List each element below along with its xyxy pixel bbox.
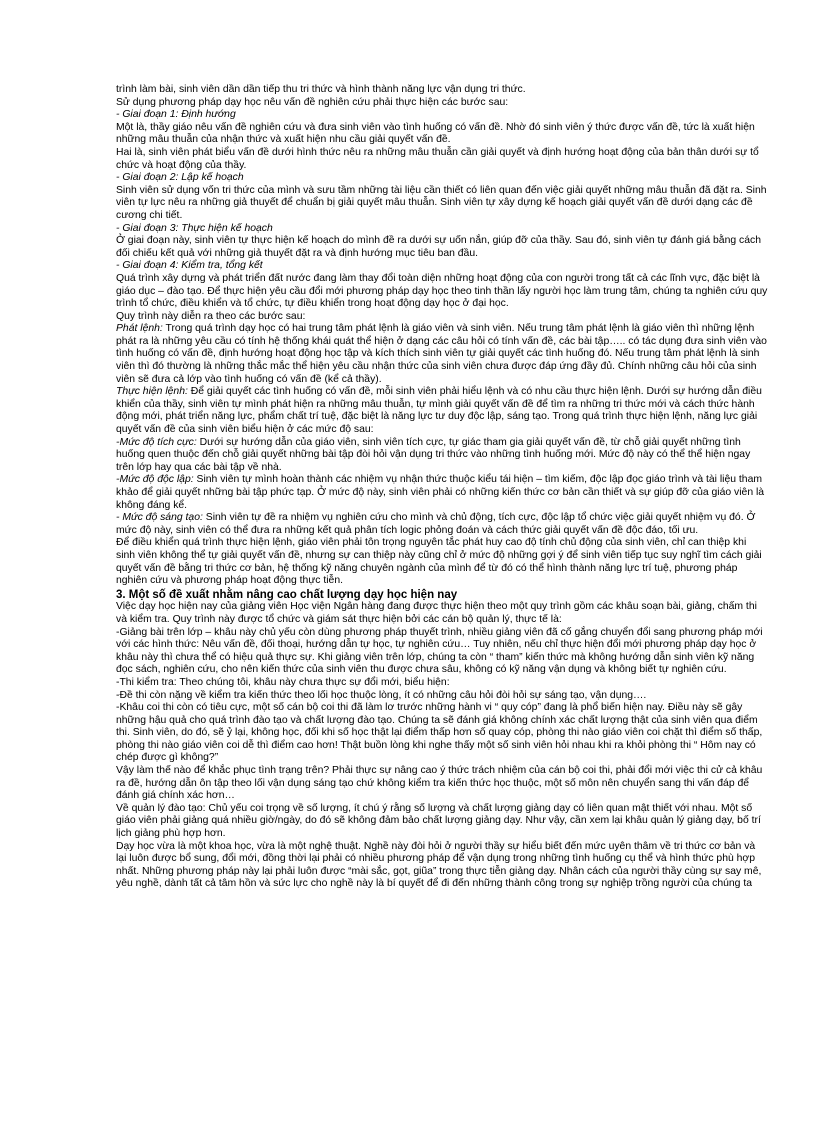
paragraph (116, 841, 768, 891)
paragraph-text: -Khâu coi thi còn có tiêu cực, một số cán bộ coi thi đã làm lơ trước những hành vi “ quy cóp” đang là phổ biến hiện nay. Điều này sẽ gây những hậu quả cho quá trình đào tạo và chất lượng đào tạo. Chúng ta sẽ đánh giá không chính xác chất lượng thật của sinh viên qua điểm thi. Sinh viên, do đó, sẽ ỷ lại, không học, đối khi số học thật lại điểm thấp hơn số quay cóp, phòng thi nào giáo viên coi chặt thì điểm số thấp, phòng thi nào giáo viên coi dễ thì điểm cao hơn! Thật buồn lòng khi nghe thấy một số sinh viên hỏi nhau khi ra khỏi phòng thi “ Hôm nay có chép được gì không?” (116, 702, 763, 764)
paragraph (116, 172, 768, 185)
paragraph (116, 627, 768, 677)
paragraph-text: Một là, thầy giáo nêu vấn đề nghiên cứu và đưa sinh viên vào tình huống có vấn đề. Nhờ đó sinh viên ý thức được vấn đề, tức là xuất hiện những mâu thuẫn của nhận thức và xuất hiện nhu cầu giải quyết vấn đề. (116, 121, 755, 146)
paragraph-text: Dưới sự hướng dẫn của giáo viên, sinh viên tích cực, tự giác tham gia giải quyết vấn đề, từ chỗ giải quyết những tình huống quen thuộc đến chỗ giải quyết những bài tập đòi hỏi vận dụng tri thức vào những tình huống mới. Mức độ này có thể thể hiện ngay trên lớp hay qua các bài tập về nhà. (116, 436, 751, 473)
paragraph (116, 122, 768, 147)
paragraph-text: Trong quá trình dạy học có hai trung tâm phát lệnh là giáo viên và sinh viên. Nếu trung tâm phát lệnh là giáo viên thì những lệnh phát ra là những yêu cầu có tính hệ thống khái quát thể hiện ở dạng các câu hỏi có tính vấn đề, các bài tập….. có tác dụng đưa sinh viên vào tình huống có vấn đề, định hướng hoạt động học tập và kích thích sinh viên tự giải quyết các tình huống đó. Nếu trung tâm phát lệnh là sinh viên thì đó thường là những thắc mắc thể hiện yêu cầu nhận thức của sinh viên chưa được đáp ứng đầy đủ. Chính những câu hỏi của sinh viên sẽ đưa cả lớp vào tình huống có vấn đề (kể cả thầy). (116, 323, 767, 385)
paragraph (116, 386, 768, 436)
paragraph (116, 803, 768, 841)
paragraph-text: Ở giai đoạn này, sinh viên tự thực hiện kế hoạch do mình đề ra dưới sự uốn nắn, giúp đỡ của thầy. Sau đó, sinh viên tự đánh giá bằng cách đối chiếu kết quả với những giả thuyết đặt ra và định hướng mục tiêu ban đầu. (116, 235, 761, 259)
paragraph-text: Dạy học vừa là một khoa học, vừa là một nghệ thuật. Nghề này đòi hỏi ở người thầy sự hiểu biết đến mức uyên thâm về tri thức cơ bản và lại luôn được bổ sung, đổi mới, đồng thời lại phải có nhiều phương pháp để vận dụng trong những tình huống cụ thể và hình thức phù hợp nhất. Những phương pháp này lại phải luôn được “mài sắc, gọt, giũa” trong thực tiễn giảng dạy. Nhân cách của người thầy cùng sự say mê, yêu nghề, dành tất cả tâm hồn và sức lực cho nghề này là bí quyết để đi đến những thành công trong sự nghiệp trồng người của chúng ta (116, 840, 762, 890)
paragraph-text: Sinh viên tự mình hoàn thành các nhiệm vụ nhận thức thuộc kiểu tái hiện – tìm kiếm, độc lập đọc giáo trình và tài liệu tham khảo để giải quyết những bài tập phức tạp. Ở mức độ này, sinh viên phải có những kiến thức cơ bản cần thiết và sự giúp đỡ của giáo viên là không đáng kể. (116, 474, 765, 511)
italic-lead: - Giai đoạn 4: Kiểm tra, tổng kết (116, 260, 263, 272)
italic-lead: -Mức độ tích cực: (116, 436, 197, 448)
paragraph-text: trình làm bài, sinh viên dần dần tiếp thu tri thức và hình thành năng lực vận dụng tri thức. (116, 84, 526, 95)
paragraph-text: Vậy làm thế nào để khắc phục tình trạng trên? Phải thực sự nâng cao ý thức trách nhiệm của cán bộ coi thi, phải đổi mới việc thi cử cả khâu ra đề, hướng dẫn ôn tập theo lối vận dụng sáng tạo chứ không kiểm tra kiến thức học thuộc, một số môn nên chuyển sang thi vấn đáp để đánh giá chính xác hơn… (116, 765, 763, 802)
paragraph (116, 273, 768, 311)
paragraph-text: Hai là, sinh viên phát biểu vấn đề dưới hình thức nêu ra những mâu thuẫn cần giải quyết và định hướng hoạt động của bản thân dưới sự tổ chức và hoạt động của thầy. (116, 146, 759, 171)
paragraph-text: -Đề thi còn nặng về kiểm tra kiến thức theo lối học thuộc lòng, ít có những câu hỏi đòi hỏi sự sáng tạo, vận dụng…. (116, 689, 647, 701)
paragraph-text: Về quản lý đào tạo: Chủ yếu coi trọng về số lượng, ít chú ý rằng số lượng và chất lượng giảng dạy có liên quan mật thiết với nhau. Một số giáo viên phải giảng quá nhiều giờ/ngày, do đó sẽ không đảm bảo chất lượng giảng dạy. Như vậy, cần xem lại khâu quản lý giảng dạy, bố trí lịch giảng phù hợp hơn. (116, 802, 761, 840)
paragraph (116, 765, 768, 803)
italic-lead: -Mức độ độc lập: (116, 474, 194, 486)
paragraph (116, 147, 768, 172)
paragraph (116, 537, 768, 587)
paragraph-text: Để điều khiển quá trình thực hiện lệnh, giáo viên phải tôn trọng nguyên tắc phát huy cao độ tính chủ động của sinh viên, chỉ can thiệp khi sinh viên không thể tự giải quyết vấn đề, nhưng sự can thiệp này cũng chỉ ở mức độ những gợi ý để sinh viên tiếp tục suy nghĩ tìm cách giải quyết vấn đề bằng tri thức cơ bản, hệ thống kỹ năng chuyên ngành của mình để từ đó có thể hình thành năng lực trí tuệ, phương pháp nghiên cứu và phương pháp hoạt động thực tiễn. (116, 537, 762, 587)
paragraph (116, 474, 768, 512)
paragraph (116, 235, 768, 260)
paragraph-text: Để giải quyết các tình huống có vấn đề, mỗi sinh viên phải hiểu lệnh và có nhu cầu thực hiện lệnh. Dưới sự hướng dẫn điều khiển của thầy, sinh viên tự mình phát hiện ra những mâu thuẫn, tự mình giải quyết vấn đề để tìm ra những tri thức mới và cách thức hành động mới, phát triển năng lực, phẩm chất trí tuệ, đặc biệt là năng lực tư duy độc lập, sáng tạo. Trong quá trình thực hiện lệnh, năng lực giải quyết vấn đề của sinh viên biểu hiện ở các mức độ sau: (116, 386, 762, 436)
italic-lead: - Giai đoạn 3: Thực hiện kế hoạch (116, 222, 273, 234)
italic-lead: - Mức độ sáng tạo: (116, 512, 203, 524)
document-body (116, 84, 768, 891)
paragraph (116, 109, 768, 122)
paragraph (116, 260, 768, 273)
paragraph (116, 437, 768, 475)
paragraph-text: Sinh viên sử dụng vốn tri thức của mình và sưu tầm những tài liệu cần thiết có liên quan đến việc giải quyết những mâu thuẫn đã đặt ra. Sinh viên tự lực nêu ra những giả thuyết để chuẩn bị giải quyết mâu thuẫn. Sinh viên tự xây dựng kế hoạch giải quyết vấn đề dưới dạng các đề cương chi tiết. (116, 184, 767, 221)
paragraph (116, 677, 768, 690)
italic-lead: Phát lệnh: (116, 323, 163, 335)
paragraph (116, 323, 768, 386)
paragraph-text: Quá trình xây dựng và phát triển đất nước đang làm thay đổi toàn diện những hoạt động của con người trong tất cả các lĩnh vực, đặc biệt là giáo dục – đào tạo. Để thực hiện yêu cầu đổi mới phương pháp dạy học theo tinh thần lấy người học làm trung tâm, chúng ta nghiên cứu quy trình tổ chức, điều khiển và tổ chức, tự điều khiển trong hoạt động dạy học ở đại học. (116, 272, 768, 310)
paragraph-text: Quy trình này diễn ra theo các bước sau: (116, 310, 306, 322)
italic-lead: - Giai đoạn 1: Định hướng (116, 109, 236, 121)
italic-lead: - Giai đoạn 2: Lập kế hoạch (116, 172, 244, 184)
paragraph (116, 702, 768, 765)
paragraph (116, 311, 768, 324)
paragraph (116, 601, 768, 626)
paragraph (116, 97, 768, 110)
section-heading (116, 589, 768, 602)
paragraph (116, 185, 768, 223)
paragraph-text: -Thi kiểm tra: Theo chúng tôi, khâu này chưa thực sự đổi mới, biểu hiện: (116, 676, 450, 688)
paragraph-text: Sử dụng phương pháp dạy học nêu vấn đề nghiên cứu phải thực hiện các bước sau: (116, 96, 509, 108)
paragraph (116, 512, 768, 537)
paragraph-text: Việc dạy học hiện nay của giảng viên Học viện Ngân hàng đang được thực hiện theo một quy trình gồm các khâu soạn bài, giảng, chấm thi và kiểm tra. Quy trình này được tổ chức và giám sát thực hiện bởi các cán bộ quản lý, thực tế là: (116, 601, 757, 625)
italic-lead: Thực hiện lệnh: (116, 386, 188, 398)
paragraph-text: Sinh viên tự đề ra nhiệm vụ nghiên cứu cho mình và chủ động, tích cực, độc lập tổ chức việc giải quyết nhiệm vụ đó. Ở mức độ này, sinh viên có thể đưa ra những kết quả phân tích logic phỏng đoán và cách thức giải quyết vấn đề độc đáo, tối ưu. (116, 512, 756, 536)
paragraph-text: -Giảng bài trên lớp – khâu này chủ yếu còn dùng phương pháp thuyết trình, nhiều giảng viên đã cố gắng chuyển đổi sang phương pháp mới với các hình thức: Nêu vấn đề, đối thoại, hướng dẫn tự học, tự nghiên cứu… Tuy nhiên, nếu chỉ thực hiện đổi mới phương pháp dạy học ở khâu này thì chưa thể có hiệu quả thực sự. Khi giảng viên trên lớp, chúng ta còn “ tham” kiến thức mà không hướng dẫn sinh viên kỹ năng đọc sách, nghiên cứu, cho nên kiến thức của sinh viên thu được chưa sâu, không có kỹ năng vận dụng và không biết tự nghiên cứu. (116, 626, 763, 676)
paragraph (116, 84, 768, 97)
paragraph-text: 3. Một số đề xuất nhằm nâng cao chất lượng dạy học hiện nay (116, 588, 458, 601)
paragraph (116, 690, 768, 703)
paragraph (116, 223, 768, 236)
